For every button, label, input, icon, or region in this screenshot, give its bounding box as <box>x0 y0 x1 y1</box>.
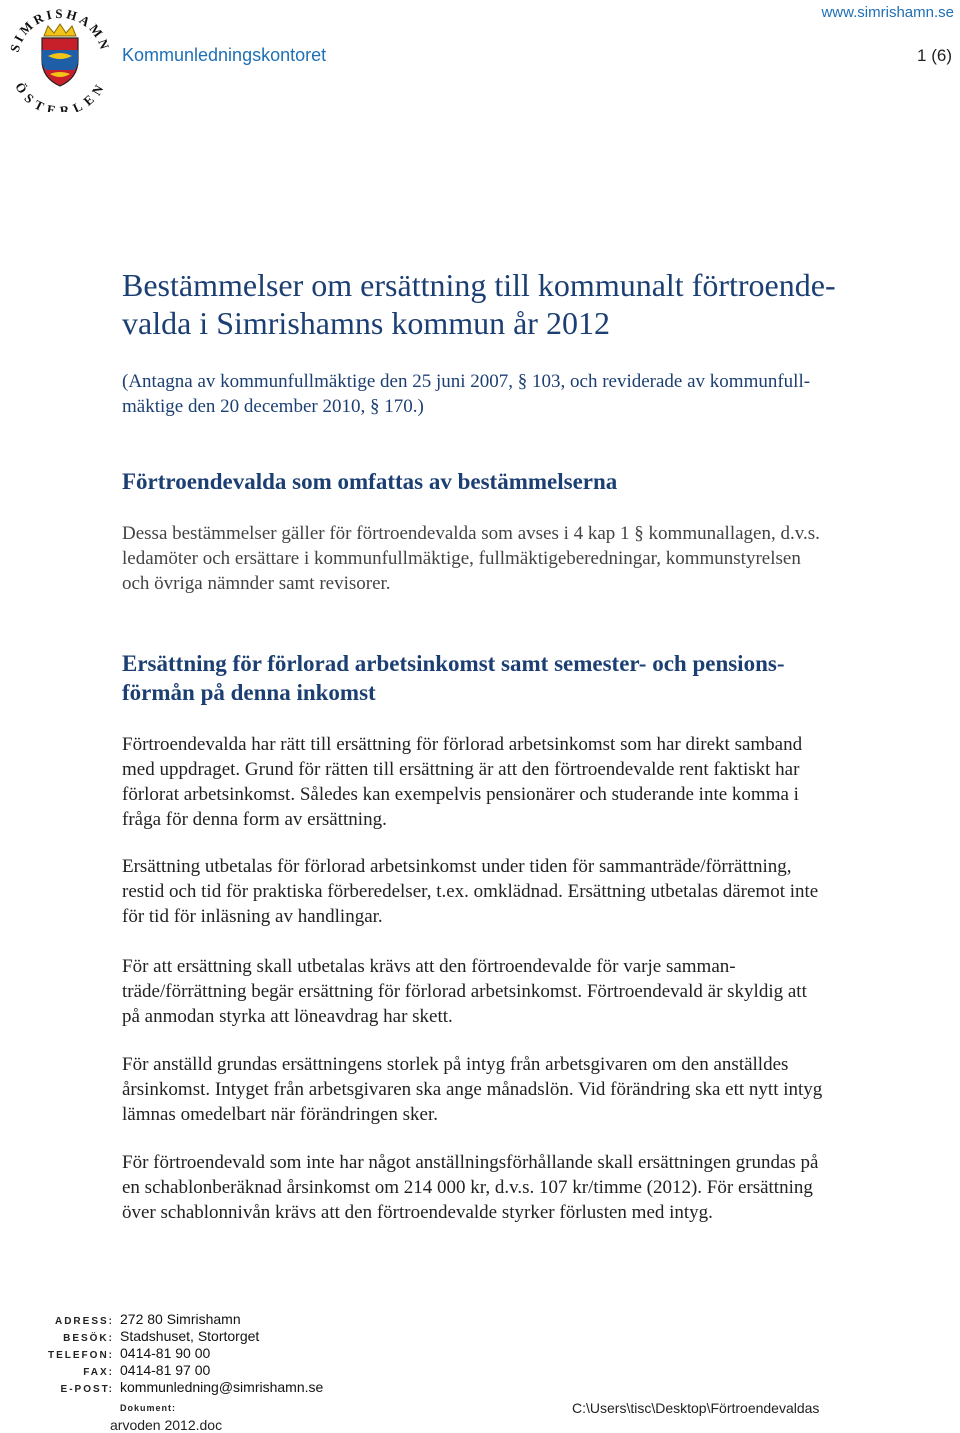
paragraph-line: en schablonberäknad årsinkomst om 214 000 kr, d.v.s. 107 kr/timme (2012). För ersättning <box>122 1177 813 1198</box>
section-heading-scope: Förtroendevalda som omfattas av bestämmelserna <box>122 469 618 494</box>
visit-label: BESÖK: <box>63 1333 114 1344</box>
document-subtitle <box>122 369 922 419</box>
section-heading-compensation <box>122 649 922 707</box>
fax-label: FAX: <box>83 1367 114 1378</box>
email-value[interactable]: kommunledning@simrishamn.se <box>120 1379 324 1395</box>
footer-row-address <box>4 1311 323 1328</box>
crest-emblem-icon <box>4 0 116 112</box>
paragraph-line: för tid för inläsning av handlingar. <box>122 906 383 927</box>
logo-text-top: SIMRISHAMN <box>6 5 114 54</box>
visit-value: Stadshuset, Stortorget <box>120 1328 260 1344</box>
compensation-paragraph-5 <box>122 1150 922 1225</box>
heading-line: förmån på denna inkomst <box>122 680 376 705</box>
heading-line: Ersättning för förlorad arbetsinkomst samt semester- och pensions- <box>122 651 785 676</box>
compensation-paragraph-3 <box>122 954 922 1029</box>
fax-value: 0414-81 97 00 <box>120 1362 211 1378</box>
footer-contact <box>4 1311 323 1396</box>
phone-value: 0414-81 90 00 <box>120 1345 211 1361</box>
title-line: Bestämmelser om ersättning till kommunalt förtroende- <box>122 267 836 303</box>
footer-row-email <box>4 1379 323 1396</box>
footer-row-fax <box>4 1362 323 1379</box>
paragraph-line: över schablonnivån krävs att den förtroendevalde styrker förlusten med intyg. <box>122 1202 713 1223</box>
document-label: Dokument: <box>120 1403 176 1413</box>
paragraph-line: på anmodan styrka att löneavdrag har skett. <box>122 1006 453 1027</box>
paragraph-line: restid och tid för praktiska förberedelser, t.ex. omklädnad. Ersättning utbetalas däremot inte <box>122 881 819 902</box>
municipality-logo <box>4 0 116 112</box>
page-number: 1 (6) <box>917 46 952 65</box>
logo-text-bottom: ÖSTERLEN <box>12 79 108 112</box>
paragraph-line: lämnas omedelbart när förändringen sker. <box>122 1104 439 1125</box>
paragraph-line: För förtroendevald som inte har något anställningsförhållande skall ersättningen grundas på <box>122 1152 819 1173</box>
email-label: E-POST: <box>60 1384 114 1395</box>
document-path: C:\Users\tisc\Desktop\Förtroendevaldas <box>572 1400 820 1416</box>
paragraph-line: fråga för denna form av ersättning. <box>122 809 387 830</box>
document-title <box>122 266 922 342</box>
address-label: ADRESS: <box>54 1316 114 1327</box>
phone-label: TELEFON: <box>48 1350 114 1361</box>
paragraph-line: och övriga nämnder samt revisorer. <box>122 573 391 594</box>
footer-row-phone <box>4 1345 323 1362</box>
paragraph-line: Dessa bestämmelser gäller för förtroendevalda som avses i 4 kap 1 § kommunallagen, d.v.s. <box>122 523 820 544</box>
paragraph-line: ledamöter och ersättare i kommunfullmäktige, fullmäktigeberedningar, kommunstyrelsen <box>122 548 801 569</box>
paragraph-line: med uppdraget. Grund för rätten till ersättning är att den förtroendevalde rent faktiskt har <box>122 759 800 780</box>
paragraph-line: förlorat arbetsinkomst. Således kan exempelvis pensionärer och studerande inte komma i <box>122 784 799 805</box>
paragraph-line: För att ersättning skall utbetalas krävs att den förtroendevalde för varje samman- <box>122 956 736 977</box>
paragraph-line: För anställd grundas ersättningens storlek på intyg från arbetsgivaren om den anställdes <box>122 1054 789 1075</box>
website-link[interactable]: www.simrishamn.se <box>821 4 954 21</box>
footer-row-visit <box>4 1328 323 1345</box>
subtitle-line: mäktige den 20 december 2010, § 170.) <box>122 396 424 417</box>
scope-paragraph <box>122 521 922 596</box>
paragraph-line: Ersättning utbetalas för förlorad arbetsinkomst under tiden för sammanträde/förrättning, <box>122 856 792 877</box>
address-value: 272 80 Simrishamn <box>120 1311 241 1327</box>
department-name: Kommunledningskontoret <box>122 45 327 65</box>
compensation-paragraph-1 <box>122 732 922 832</box>
compensation-paragraph-2 <box>122 854 922 929</box>
subtitle-line: (Antagna av kommunfullmäktige den 25 juni 2007, § 103, och reviderade av kommunfull- <box>122 371 811 392</box>
paragraph-line: Förtroendevalda har rätt till ersättning för förlorad arbetsinkomst som har direkt samband <box>122 734 803 755</box>
title-line: valda i Simrishamns kommun år 2012 <box>122 305 610 341</box>
paragraph-line: årsinkomst. Intyget från arbetsgivaren ska ange månadslön. Vid förändring ska ett nytt intyg <box>122 1079 823 1100</box>
document-name: arvoden 2012.doc <box>110 1417 223 1433</box>
paragraph-line: träde/förrättning begär ersättning för förlorad arbetsinkomst. Förtroendevald är skyldig att <box>122 981 807 1002</box>
compensation-paragraph-4 <box>122 1052 922 1127</box>
